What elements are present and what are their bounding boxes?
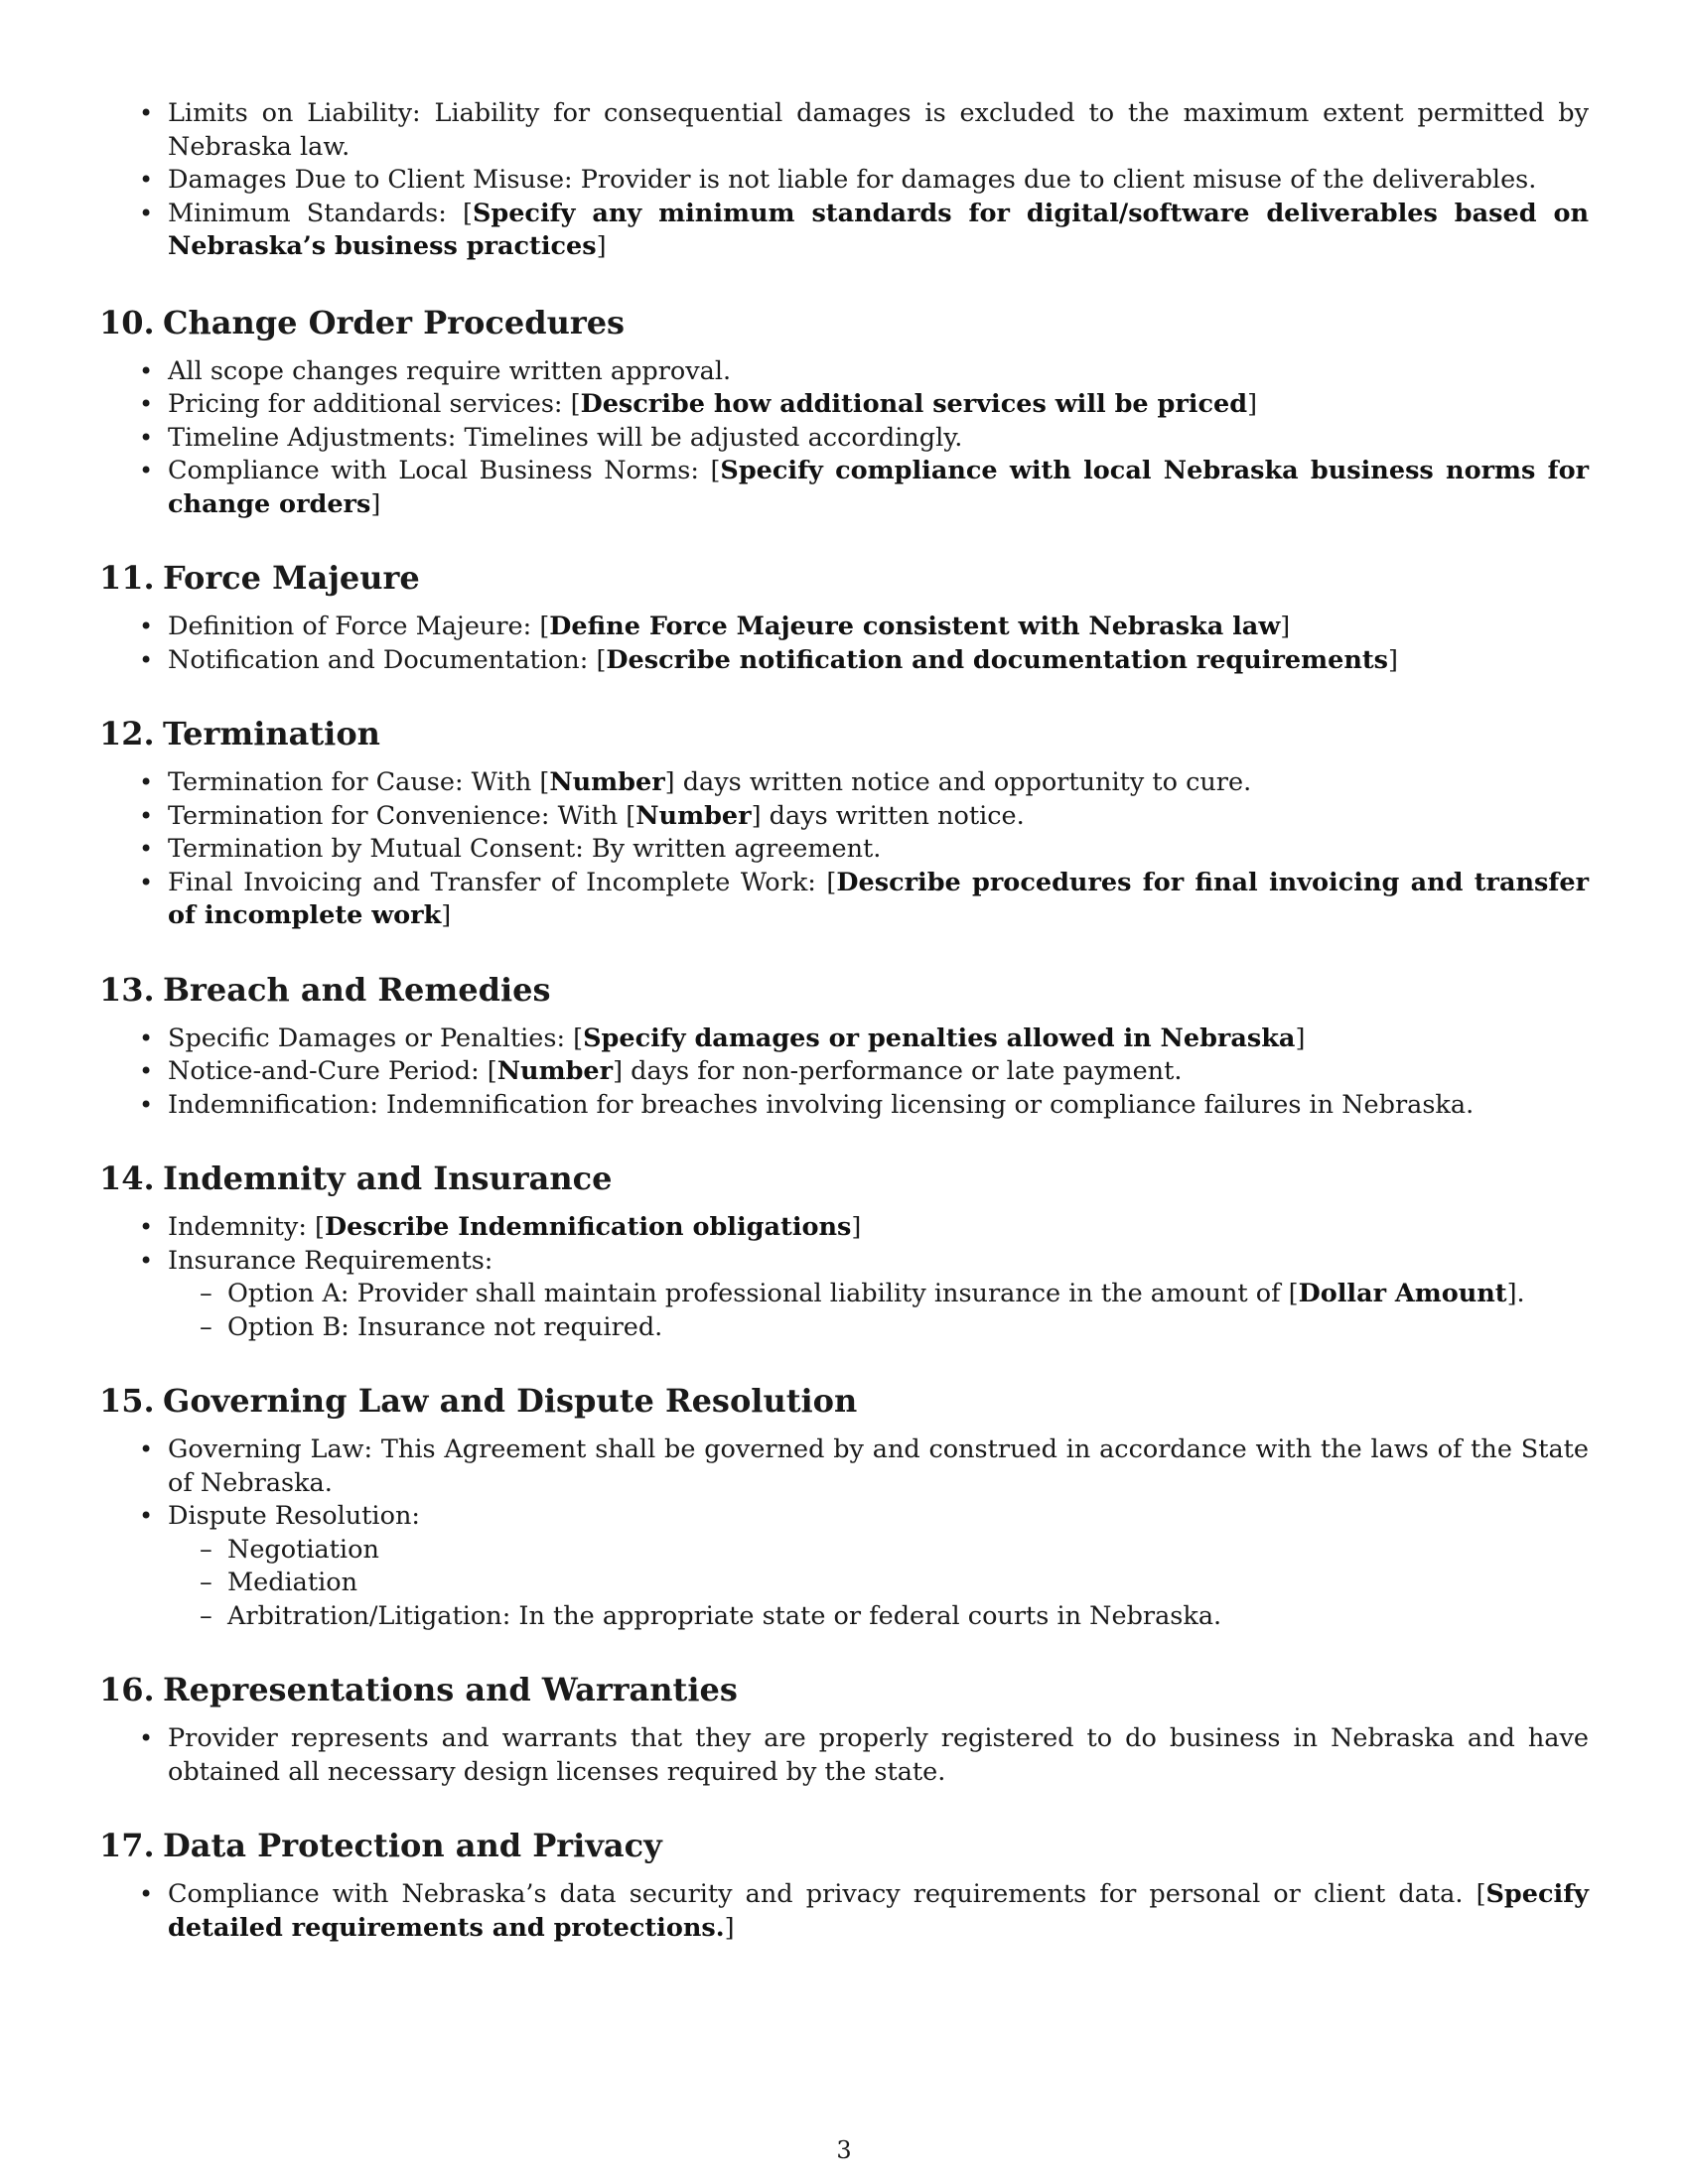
section-heading — [99, 715, 1589, 752]
item-text: Indemnification for breaches involving licensing or compliance failures in Nebraska. — [386, 1089, 1475, 1120]
section-heading — [99, 1827, 1589, 1864]
placeholder-field: [Specify any minimum standards for digital/software deliverables based on Nebraska’s business practices] — [168, 198, 1590, 261]
section — [99, 1671, 1589, 1789]
item-label: Notice-and-Cure Period: — [168, 1056, 480, 1086]
section-title: Change Order Procedures — [163, 303, 626, 341]
placeholder-text: Describe procedures for final invoicing and transfer of incomplete work — [168, 867, 1590, 930]
item-label: Pricing for additional services: — [168, 389, 563, 419]
sub-list — [168, 1534, 1589, 1634]
section-number: 13. — [99, 970, 155, 1009]
section-title: Indemnity and Insurance — [163, 1160, 613, 1197]
list-item — [99, 1023, 1589, 1056]
item-label: Limits on Liability: — [168, 98, 421, 128]
section-title: Breach and Remedies — [163, 970, 551, 1009]
list-item — [99, 800, 1589, 834]
section-heading — [99, 971, 1589, 1009]
item-text: Liability for consequential damages is excluded to the maximum extent permitted by Nebraska law. — [168, 98, 1590, 162]
section-title: Force Majeure — [163, 559, 420, 597]
placeholder-field: [Specify compliance with local Nebraska business norms for change orders] — [168, 456, 1590, 519]
placeholder-text: Number — [549, 767, 665, 797]
section-number: 16. — [99, 1671, 155, 1708]
item-label: Final Invoicing and Transfer of Incomplete Work: — [168, 867, 816, 897]
item-label: Timeline Adjustments: — [168, 422, 457, 453]
item-text: With — [471, 767, 532, 797]
list-item — [99, 355, 1589, 389]
list-item — [99, 1055, 1589, 1089]
section-number: 15. — [99, 1382, 155, 1420]
placeholder-field: [Dollar Amount] — [1288, 1279, 1517, 1308]
item-text: Insurance not required. — [356, 1311, 663, 1342]
section-list — [99, 1722, 1589, 1789]
placeholder-text: Dollar Amount — [1298, 1279, 1507, 1308]
placeholder-text: Number — [496, 1056, 614, 1086]
item-label: Minimum Standards: — [168, 198, 447, 228]
list-item — [99, 1500, 1589, 1633]
item-text: Provider shall maintain professional liability insurance in the amount of — [356, 1279, 1281, 1308]
item-label: Arbitration/Litigation: — [227, 1600, 511, 1631]
section — [99, 1160, 1589, 1344]
placeholder-field: [Describe notification and documentation requirements] — [596, 644, 1398, 675]
item-label: Indemnity: — [168, 1212, 307, 1242]
section-title: Data Protection and Privacy — [163, 1827, 662, 1864]
placeholder-field: [Number] — [487, 1056, 624, 1086]
item-text: . — [1516, 1279, 1525, 1308]
section — [99, 559, 1589, 677]
continued-section — [99, 97, 1589, 264]
item-text: All scope changes require written approval. — [168, 355, 732, 386]
item-label: Governing Law: — [168, 1434, 373, 1464]
item-text: days written notice. — [769, 800, 1025, 831]
item-text: days for non-performance or late payment. — [631, 1056, 1183, 1086]
list-item — [99, 422, 1589, 456]
section — [99, 971, 1589, 1123]
placeholder-text: Specify any minimum standards for digital/software deliverables based on Nebraska’s business practices — [168, 198, 1590, 261]
item-text: Provider is not liable for damages due to client misuse of the deliverables. — [580, 165, 1537, 195]
section — [99, 1382, 1589, 1633]
placeholder-field: [Number] — [626, 800, 762, 831]
list-item — [99, 766, 1589, 800]
item-label: Notification and Documentation: — [168, 644, 589, 675]
section-heading — [99, 304, 1589, 341]
section-number: 11. — [99, 559, 155, 597]
section-number: 17. — [99, 1827, 155, 1864]
section-heading — [99, 1671, 1589, 1708]
placeholder-field: [Describe Indemnification obligations] — [315, 1212, 862, 1242]
item-label: Damages Due to Client Misuse: — [168, 165, 573, 195]
list-item — [99, 455, 1589, 521]
section-list — [99, 1211, 1589, 1344]
placeholder-field: [Number] — [539, 767, 675, 797]
page-number: 3 — [836, 2136, 852, 2164]
section-list — [99, 766, 1589, 933]
item-label: Termination by Mutual Consent: — [168, 834, 584, 864]
section-list — [99, 1433, 1589, 1633]
placeholder-field: [Specify damages or penalties allowed in Nebraska] — [573, 1023, 1306, 1053]
section-title: Governing Law and Dispute Resolution — [163, 1382, 858, 1420]
list-item — [99, 1722, 1589, 1789]
item-text: Timelines will be adjusted accordingly. — [464, 422, 963, 453]
list-item — [99, 388, 1589, 422]
list-item — [99, 198, 1589, 264]
list-item — [99, 867, 1589, 933]
section-list — [99, 1023, 1589, 1123]
placeholder-field: [Define Force Majeure consistent with Nebraska law] — [539, 612, 1291, 641]
sub-list-item — [168, 1278, 1589, 1311]
item-text: Compliance with Nebraska’s data security and privacy requirements for personal or client data. — [168, 1879, 1464, 1909]
list-item — [99, 1433, 1589, 1500]
sub-list-item — [168, 1600, 1589, 1634]
item-label: Insurance Requirements: — [168, 1245, 493, 1276]
placeholder-field: [Specify detailed requirements and protections.] — [168, 1879, 1589, 1943]
placeholder-field: [Describe how additional services will be priced] — [570, 389, 1258, 419]
list-item — [99, 97, 1589, 164]
item-label: Definition of Force Majeure: — [168, 612, 532, 641]
placeholder-text: Describe how additional services will be priced — [580, 389, 1248, 419]
item-text: In the appropriate state or federal courts in Nebraska. — [518, 1600, 1222, 1631]
item-label: Termination for Cause: — [168, 767, 464, 797]
item-text: Negotiation — [227, 1534, 379, 1565]
item-text: Mediation — [227, 1568, 358, 1597]
list-item — [99, 1089, 1589, 1123]
item-label: Dispute Resolution: — [168, 1501, 420, 1531]
sub-list-item — [168, 1311, 1589, 1345]
list-item — [99, 644, 1589, 678]
section-list — [99, 1878, 1589, 1945]
placeholder-field: [Describe procedures for final invoicing and transfer of incomplete work] — [168, 867, 1590, 930]
placeholder-text: Number — [635, 800, 752, 831]
section-heading — [99, 559, 1589, 597]
list-item — [99, 164, 1589, 198]
item-text: This Agreement shall be governed by and construed in accordance with the laws of the State of Nebraska. — [168, 1434, 1589, 1498]
section-number: 12. — [99, 715, 155, 752]
section-title: Representations and Warranties — [163, 1671, 738, 1708]
item-text: By written agreement. — [591, 834, 882, 864]
section-list — [99, 611, 1589, 677]
placeholder-text: Describe notification and documentation requirements — [606, 644, 1389, 675]
section-number: 14. — [99, 1160, 155, 1197]
item-text: days written notice and opportunity to cure. — [682, 767, 1252, 797]
section-heading — [99, 1382, 1589, 1420]
section-list — [99, 355, 1589, 522]
placeholder-text: Describe Indemnification obligations — [324, 1212, 852, 1242]
section-heading — [99, 1160, 1589, 1197]
sub-list-item — [168, 1567, 1589, 1600]
item-label: Compliance with Local Business Norms: — [168, 456, 699, 485]
placeholder-text: Specify compliance with local Nebraska business norms for change orders — [168, 456, 1590, 519]
placeholder-text: Specify detailed requirements and protections. — [168, 1879, 1589, 1943]
section-number: 10. — [99, 303, 155, 341]
item-text: Provider represents and warrants that they are properly registered to do business in Nebraska and have obtained all necessary design licenses required by the state. — [168, 1723, 1589, 1787]
sections-container — [99, 304, 1589, 1946]
list-item — [99, 611, 1589, 644]
placeholder-text: Define Force Majeure consistent with Nebraska law — [549, 612, 1281, 641]
list-item — [99, 833, 1589, 867]
sub-list-item — [168, 1534, 1589, 1568]
section — [99, 304, 1589, 522]
document-page — [99, 97, 1589, 1982]
item-text: With — [557, 800, 619, 831]
item-label: Specific Damages or Penalties: — [168, 1023, 566, 1053]
item-label: Option A: — [227, 1279, 350, 1308]
section-title: Termination — [163, 715, 380, 752]
item-label: Termination for Convenience: — [168, 800, 550, 831]
section — [99, 715, 1589, 933]
section — [99, 1827, 1589, 1945]
list-item — [99, 1878, 1589, 1945]
item-label: Option B: — [227, 1311, 350, 1342]
placeholder-text: Specify damages or penalties allowed in Nebraska — [583, 1023, 1296, 1053]
item-label: Indemnification: — [168, 1089, 378, 1120]
list-item — [99, 1211, 1589, 1245]
list-item — [99, 1245, 1589, 1345]
continued-list — [99, 97, 1589, 264]
sub-list — [168, 1278, 1589, 1344]
